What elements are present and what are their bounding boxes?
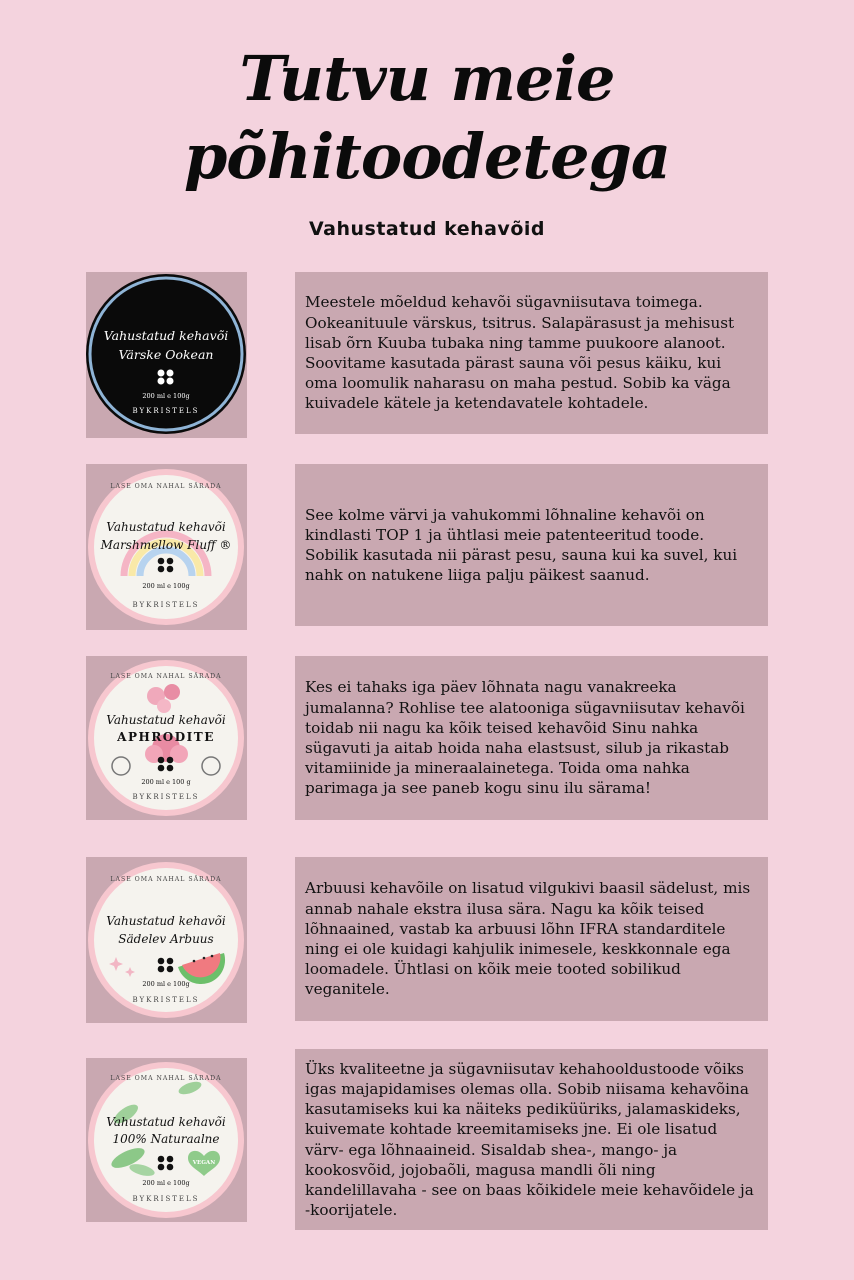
product-description: Meestele mõeldud kehavõi sügavniisutava toimega. Ookeanituule värskus, tsitrus. Salapärasust ja mehisust lisab õrn Kuuba tubaka ning tamme puukoore alanoot. Soovitame kasutada pärast sauna või pesus käiku, kui oma loomulik naharasu on maha pestud. Sobib ka väga kuivadele kätele ja ketendavatele kohtadele. (305, 293, 735, 413)
label-brand: BYKRISTELS (132, 601, 200, 609)
label-size: 200 ml e 100g (142, 392, 190, 400)
label-tagline: LASE OMA NAHAL SÄRADA (110, 673, 222, 680)
page-title-line1: Tutvu meie (239, 42, 615, 115)
label-brand: BYKRISTELS (132, 793, 200, 801)
product-label-marshmellow (86, 464, 247, 630)
label-line2: Marshmellow Fluff ® (100, 538, 232, 552)
product-description: Kes ei tahaks iga päev lõhnata nagu vanakreeka jumalanna? Rohlise tee alatooniga sügavniisutav kehavõi toidab nii nagu ka kõik teised kehavõid Sinu nahka sügavuti ja aitab hoida naha elastsust, silub ja rikastab vitamiinide ja mineraalainetega. Toida oma nahka parimaga ja see paneb kogu sinu ilu särama! (305, 678, 745, 798)
label-line1: Vahustatud kehavõi (103, 328, 229, 343)
product-description: Üks kvaliteetne ja sügavniisutav kehahooldustoode võiks igas majapidamises olemas olla. Sobib niisama kehavõina kasutamiseks kui ka näiteks pediküüriks, jalamaskideks, kuivemate kohtade kreemitamiseks jne. Ei ole lisatud värv- ega lõhnaaineid. Sisaldab shea-, mango- ja kookosvõid, jojobaõli, magusa mandli õli ning kandelillavaha - see on baas kõikidele meie kehavõidele ja -koorijatele. (305, 1059, 754, 1220)
label-size: 200 ml e 100g (142, 980, 190, 988)
label-tagline: LASE OMA NAHAL SÄRADA (110, 876, 222, 883)
product-description-panel (295, 656, 768, 820)
product-image-panel (86, 656, 247, 820)
product-image-panel (86, 272, 247, 438)
product-label-ocean (86, 272, 247, 438)
product-label-watermelon (86, 857, 247, 1023)
label-tagline: LASE OMA NAHAL SÄRADA (110, 1075, 222, 1082)
label-brand: BYKRISTELS (132, 407, 200, 415)
label-size: 200 ml e 100g (142, 582, 190, 590)
product-image-panel (86, 464, 247, 630)
label-size: 200 ml e 100g (142, 1179, 190, 1187)
label-tagline: LASE OMA NAHAL SÄRADA (110, 483, 222, 490)
label-line2: Värske Ookean (118, 347, 214, 362)
product-description-panel (295, 857, 768, 1021)
product-description-panel (295, 464, 768, 626)
label-line1: Vahustatud kehavõi (106, 713, 226, 727)
product-description-panel (295, 1049, 768, 1230)
page-title-line2: põhitoodetega (183, 120, 671, 193)
label-size: 200 ml e 100 g (141, 778, 191, 786)
product-image-panel (86, 1058, 247, 1222)
label-line2: APHRODITE (117, 730, 215, 744)
product-description: See kolme värvi ja vahukommi lõhnaline kehavõi on kindlasti TOP 1 ja ühtlasi meie patenteeritud toode. Sobilik kasutada nii pärast pesu, sauna kui ka suvel, kui nahk on natukene liiga palju päikest saanud. (305, 505, 738, 585)
label-brand: BYKRISTELS (132, 1195, 200, 1203)
product-label-aphrodite (86, 656, 247, 820)
label-line2: 100% Naturaalne (112, 1132, 220, 1146)
product-description: Arbuusi kehavõile on lisatud vilgukivi baasil sädelust, mis annab nahale ekstra ilusa sära. Nagu ka kõik teised lõhnaained, vastab ka arbuusi lõhn IFRA standarditele ning ei ole kuidagi kahjulik inimesele, keskkonnale ega loomadele. Ühtlasi on kõik meie tooted sobilikud veganitele. (305, 879, 751, 999)
product-label-natural (86, 1058, 247, 1222)
label-line2: Sädelev Arbuus (118, 932, 214, 946)
page-subtitle: Vahustatud kehavõid (309, 218, 545, 240)
label-brand: BYKRISTELS (132, 996, 200, 1004)
product-image-panel (86, 857, 247, 1023)
page-title (0, 40, 854, 196)
product-description-panel (295, 272, 768, 434)
label-line1: Vahustatud kehavõi (106, 914, 226, 928)
label-line1: Vahustatud kehavõi (106, 520, 226, 534)
vegan-badge-label: VEGAN (192, 1160, 216, 1166)
label-line1: Vahustatud kehavõi (106, 1115, 226, 1129)
